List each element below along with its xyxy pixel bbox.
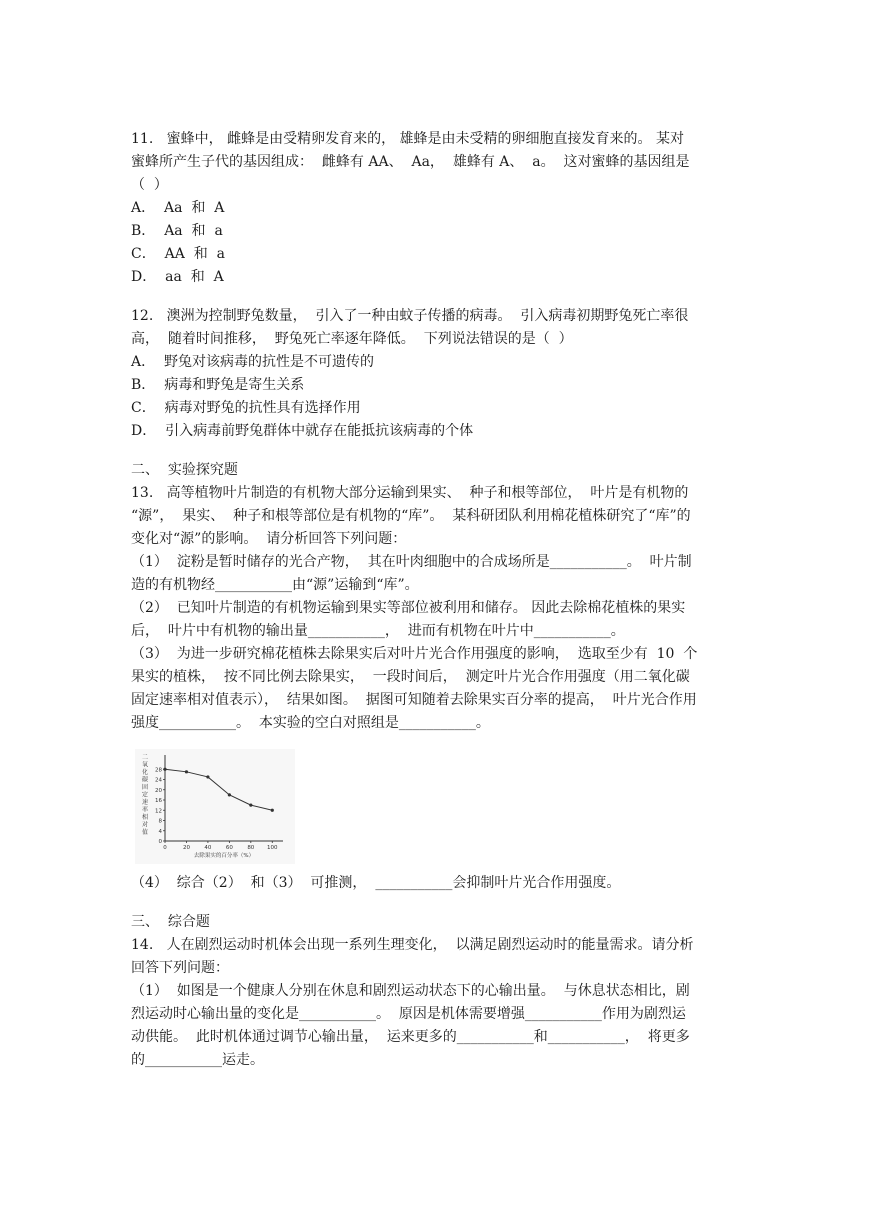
q13-line: 造的有机物经___________由“源”运输到“库”。 (131, 577, 419, 593)
x-tick-label: 60 (225, 845, 233, 851)
y-tick-label: 8 (158, 818, 162, 825)
q13-line: 变化对“源”的影响。 请分析回答下列问题： (131, 531, 407, 547)
q13-line: 后， 叶片中有机物的输出量___________， 进而有机物在叶片中___________。 (131, 623, 625, 639)
x-tick-label: 80 (247, 845, 255, 851)
q11-stem-line1: 11. 蜜蜂中， 雌蜂是由受精卵发育来的， 雄蜂是由未受精的卵细胞直接发育来的。 某对 (131, 131, 684, 147)
y-axis-label-char: 对 (141, 821, 149, 829)
q13-part4: （4） 综合（2） 和（3） 可推测， ___________会抑制叶片光合作用强度。 (131, 875, 621, 891)
question-14 (131, 934, 743, 1072)
x-tick-label: 100 (267, 845, 278, 851)
q11-option-c: C． AA 和 a (131, 246, 225, 262)
y-axis-label-char: 化 (141, 769, 149, 776)
q13-line: （3） 为进一步研究棉花植株去除果实后对叶片光合作用强度的影响， 选取至少有 10 个 (131, 646, 698, 662)
y-tick-label: 16 (155, 798, 162, 804)
data-point (206, 775, 209, 778)
y-tick-label: 28 (155, 767, 162, 774)
q13-line: 13. 高等植物叶片制造的有机物大部分运输到果实、 种子和根等部位， 叶片是有机物的 (131, 485, 689, 501)
q13-line: （1） 淀粉是暂时储存的光合产物， 其在叶肉细胞中的合成场所是___________。 叶片制 (131, 554, 692, 570)
y-axis-label-char: 定 (141, 791, 149, 799)
x-tick-label: 0 (163, 845, 167, 851)
q14-line: 动供能。 此时机体通过调节心输出量， 运来更多的___________和___________， 将更多 (131, 1029, 690, 1045)
q13-line: 果实的植株， 按不同比例去除果实， 一段时间后， 测定叶片光合作用强度（用二氧化碳 (131, 669, 690, 685)
q13-line: 固定速率相对值表示）， 结果如图。 据图可知随着去除果实百分率的提高， 叶片光合作用 (131, 692, 697, 708)
data-point (185, 770, 188, 773)
q14-line: （1） 如图是一个健康人分别在休息和剧烈运动状态下的心输出量。 与休息状态相比，剧 (131, 983, 690, 999)
x-tick-label: 40 (204, 845, 212, 851)
y-axis-label-char: 率 (141, 806, 149, 814)
y-axis-label-char: 速 (141, 799, 149, 806)
q12-stem-line2: 高， 随着时间推移， 野兔死亡率逐年降低。 下列说法错误的是（ ） (131, 331, 573, 347)
x-tick-label: 20 (182, 845, 190, 851)
y-tick-label: 24 (155, 777, 162, 784)
document-page (131, 128, 743, 1072)
q13-line: （2） 已知叶片制造的有机物运输到果实等部位被利用和储存。 因此去除棉花植株的果实 (131, 600, 686, 616)
question-13 (131, 482, 743, 895)
data-point (249, 804, 252, 807)
x-axis-label: 去除果实的百分率（%） (193, 853, 255, 859)
section-3-heading: 三、 综合题 (131, 914, 210, 930)
chart-svg (135, 749, 295, 864)
q11-stem-line2: 蜜蜂所产生子代的基因组成： 雌蜂有 AA、 Aa， 雄蜂有 A、 a。 这对蜜蜂的基因组是 (131, 154, 690, 170)
q14-line: 14. 人在剧烈运动时机体会出现一系列生理变化， 以满足剧烈运动时的能量需求。请分析 (131, 937, 694, 953)
data-point (271, 809, 274, 812)
q13-line: 强度___________。 本实验的空白对照组是___________。 (131, 715, 490, 731)
section-2-heading: 二、 实验探究题 (131, 462, 238, 478)
spacer (131, 289, 743, 305)
y-tick-label: 20 (155, 787, 162, 794)
q12-option-d: D． 引入病毒前野兔群体中就存在能抵抗该病毒的个体 (131, 423, 474, 439)
q14-line: 的___________运走。 (131, 1052, 264, 1068)
q11-option-a: A． Aa 和 A (131, 200, 225, 216)
q12-option-a: A． 野兔对该病毒的抗性是不可遗传的 (131, 354, 375, 370)
data-point (228, 793, 231, 796)
y-axis-label-char: 固 (141, 784, 149, 791)
q13-line: “源”， 果实、 种子和根等部位是有机物的“库”。 某科研团队利用棉花植株研究了“库”的 (131, 508, 691, 524)
q14-line: 回答下列问题： (131, 960, 229, 976)
q12-option-b: B． 病毒和野兔是寄生关系 (131, 377, 305, 393)
q14-line: 烈运动时心输出量的变化是___________。 原因是机体需要增强___________作用为剧烈运 (131, 1006, 686, 1022)
q11-stem-line3: （ ） (131, 177, 168, 193)
q11-option-d: D． aa 和 A (131, 269, 224, 285)
y-tick-label: 0 (158, 839, 162, 845)
y-tick-label: 12 (155, 808, 162, 815)
y-tick-label: 4 (158, 828, 162, 835)
q12-option-c: C． 病毒对野兔的抗性具有选择作用 (131, 400, 361, 416)
y-axis-label-char: 值 (141, 829, 149, 836)
question-12 (131, 305, 743, 443)
spacer (131, 443, 743, 459)
co2-fixation-chart (135, 749, 295, 864)
spacer (131, 895, 743, 911)
y-axis-label-char: 氧 (141, 761, 149, 769)
q11-option-b: B． Aa 和 a (131, 223, 223, 239)
data-point (163, 768, 166, 771)
question-11 (131, 128, 743, 289)
y-axis-label-char: 相 (141, 814, 149, 821)
y-axis-label-char: 二 (141, 754, 149, 761)
y-axis-label-char: 碳 (141, 776, 149, 784)
q12-stem-line1: 12. 澳洲为控制野兔数量， 引入了一种由蚊子传播的病毒。 引入病毒初期野兔死亡率很 (131, 308, 689, 324)
